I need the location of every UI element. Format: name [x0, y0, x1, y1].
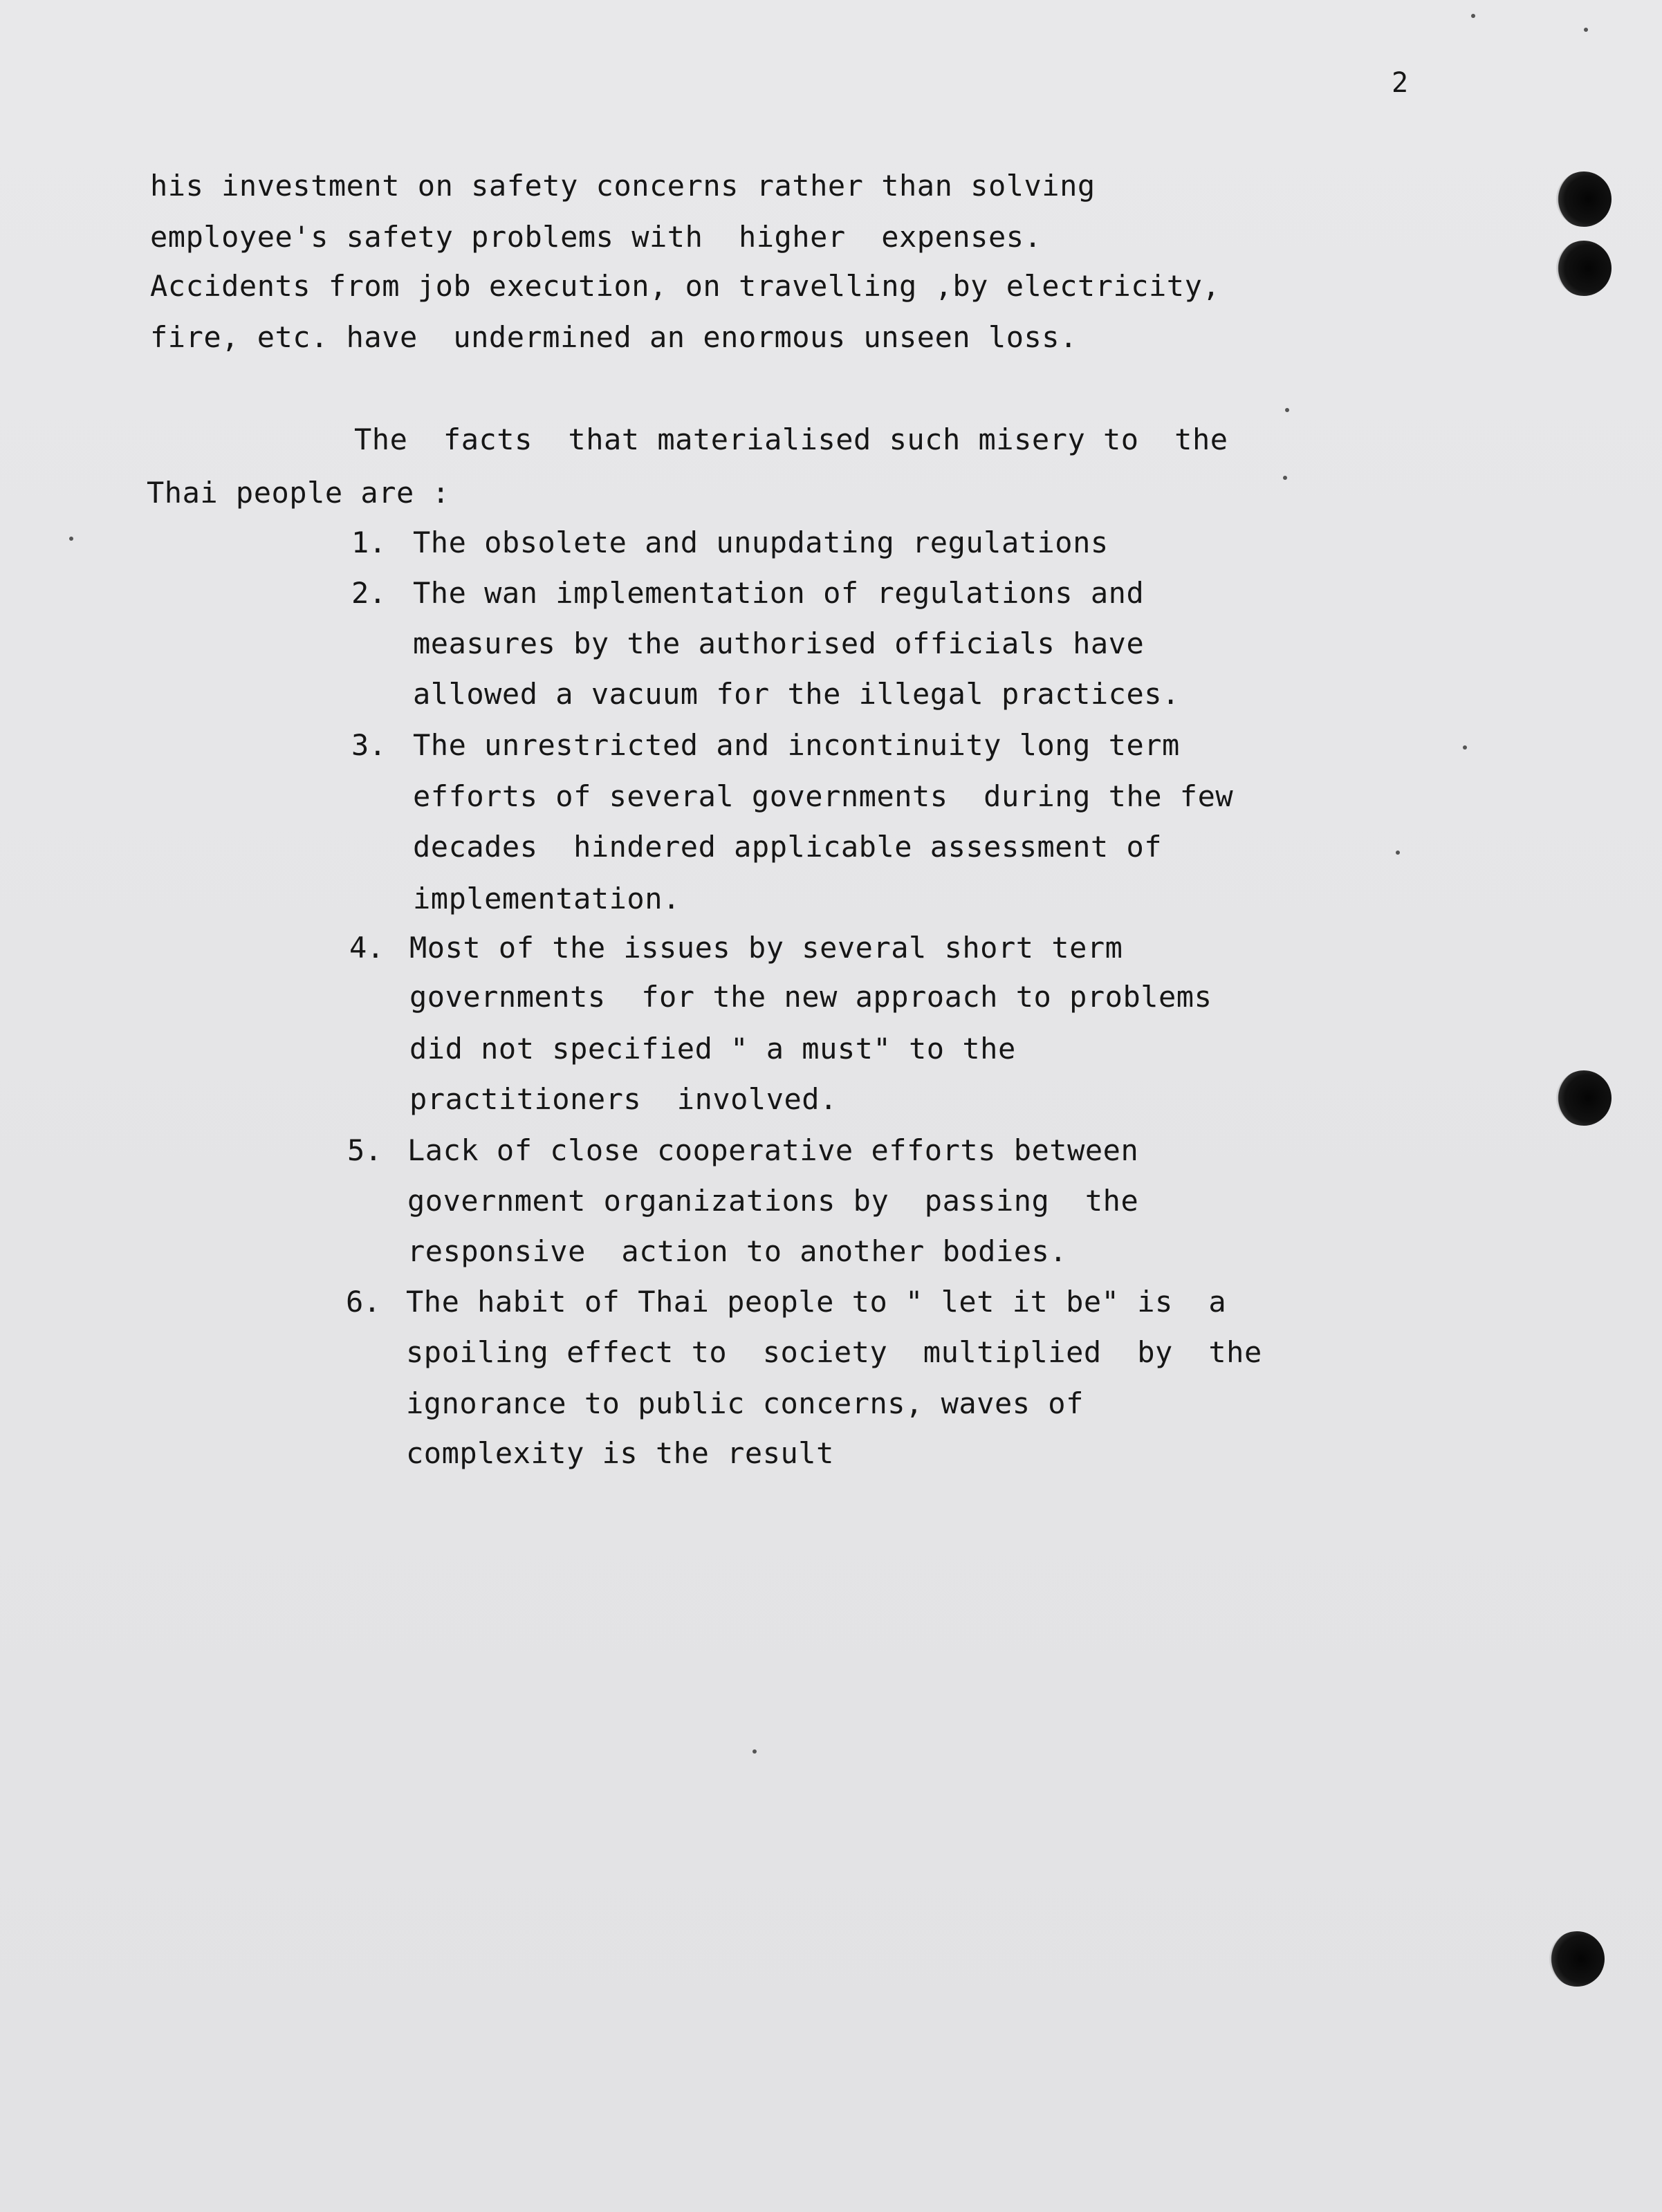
list-item-line: The habit of Thai people to " let it be" is a — [406, 1285, 1227, 1319]
list-number: 4. — [349, 931, 385, 965]
scan-speck — [1285, 408, 1289, 412]
list-number: 3. — [351, 728, 387, 762]
punch-hole — [1556, 171, 1612, 227]
punch-hole — [1556, 241, 1612, 296]
list-item-line: The wan implementation of regulations and — [413, 576, 1145, 610]
list-item-line: allowed a vacuum for the illegal practices. — [413, 677, 1180, 711]
list-item-line: complexity is the result — [406, 1436, 834, 1470]
list-item-line: responsive action to another bodies. — [407, 1234, 1068, 1268]
punch-hole — [1549, 1931, 1605, 1987]
punch-hole — [1556, 1070, 1612, 1126]
list-number: 5. — [347, 1133, 382, 1167]
list-item-line: decades hindered applicable assessment of — [413, 830, 1163, 864]
intro-line: Thai people are : — [147, 476, 450, 510]
list-number: 6. — [346, 1285, 381, 1319]
paragraph-line: employee's safety problems with higher expenses. — [150, 220, 1042, 254]
scan-speck — [1584, 28, 1588, 32]
list-number: 2. — [351, 576, 387, 610]
list-number: 1. — [351, 526, 387, 559]
scan-speck — [1471, 14, 1475, 18]
scan-speck — [69, 537, 73, 541]
scan-speck — [1396, 851, 1400, 855]
paragraph-line: his investment on safety concerns rather than solving — [150, 169, 1096, 203]
list-item-line: government organizations by passing the — [407, 1184, 1139, 1218]
paragraph-line: Accidents from job execution, on travelling ,by electricity, — [150, 269, 1221, 303]
list-item-line: spoiling effect to society multiplied by the — [406, 1335, 1262, 1369]
scan-speck — [752, 1749, 757, 1754]
list-item-line: Lack of close cooperative efforts between — [407, 1133, 1139, 1167]
page-number: 2 — [1392, 67, 1409, 99]
scan-speck — [1463, 745, 1467, 750]
list-item-line: measures by the authorised officials have — [413, 626, 1145, 660]
list-item-line: Most of the issues by several short term — [409, 931, 1123, 965]
intro-line: The facts that materialised such misery to the — [354, 422, 1228, 456]
list-item-line: did not specified " a must" to the — [409, 1032, 1016, 1066]
list-item-line: practitioners involved. — [409, 1082, 838, 1116]
list-item-line: The unrestricted and incontinuity long term — [413, 728, 1180, 762]
paragraph-line: fire, etc. have undermined an enormous unseen loss. — [150, 320, 1078, 354]
scan-speck — [1283, 476, 1287, 480]
list-item-line: efforts of several governments during the few — [413, 779, 1234, 813]
list-item-line: ignorance to public concerns, waves of — [406, 1386, 1084, 1420]
list-item-line: implementation. — [413, 882, 681, 916]
list-item-line: The obsolete and unupdating regulations — [413, 526, 1109, 559]
list-item-line: governments for the new approach to problems — [409, 980, 1212, 1014]
